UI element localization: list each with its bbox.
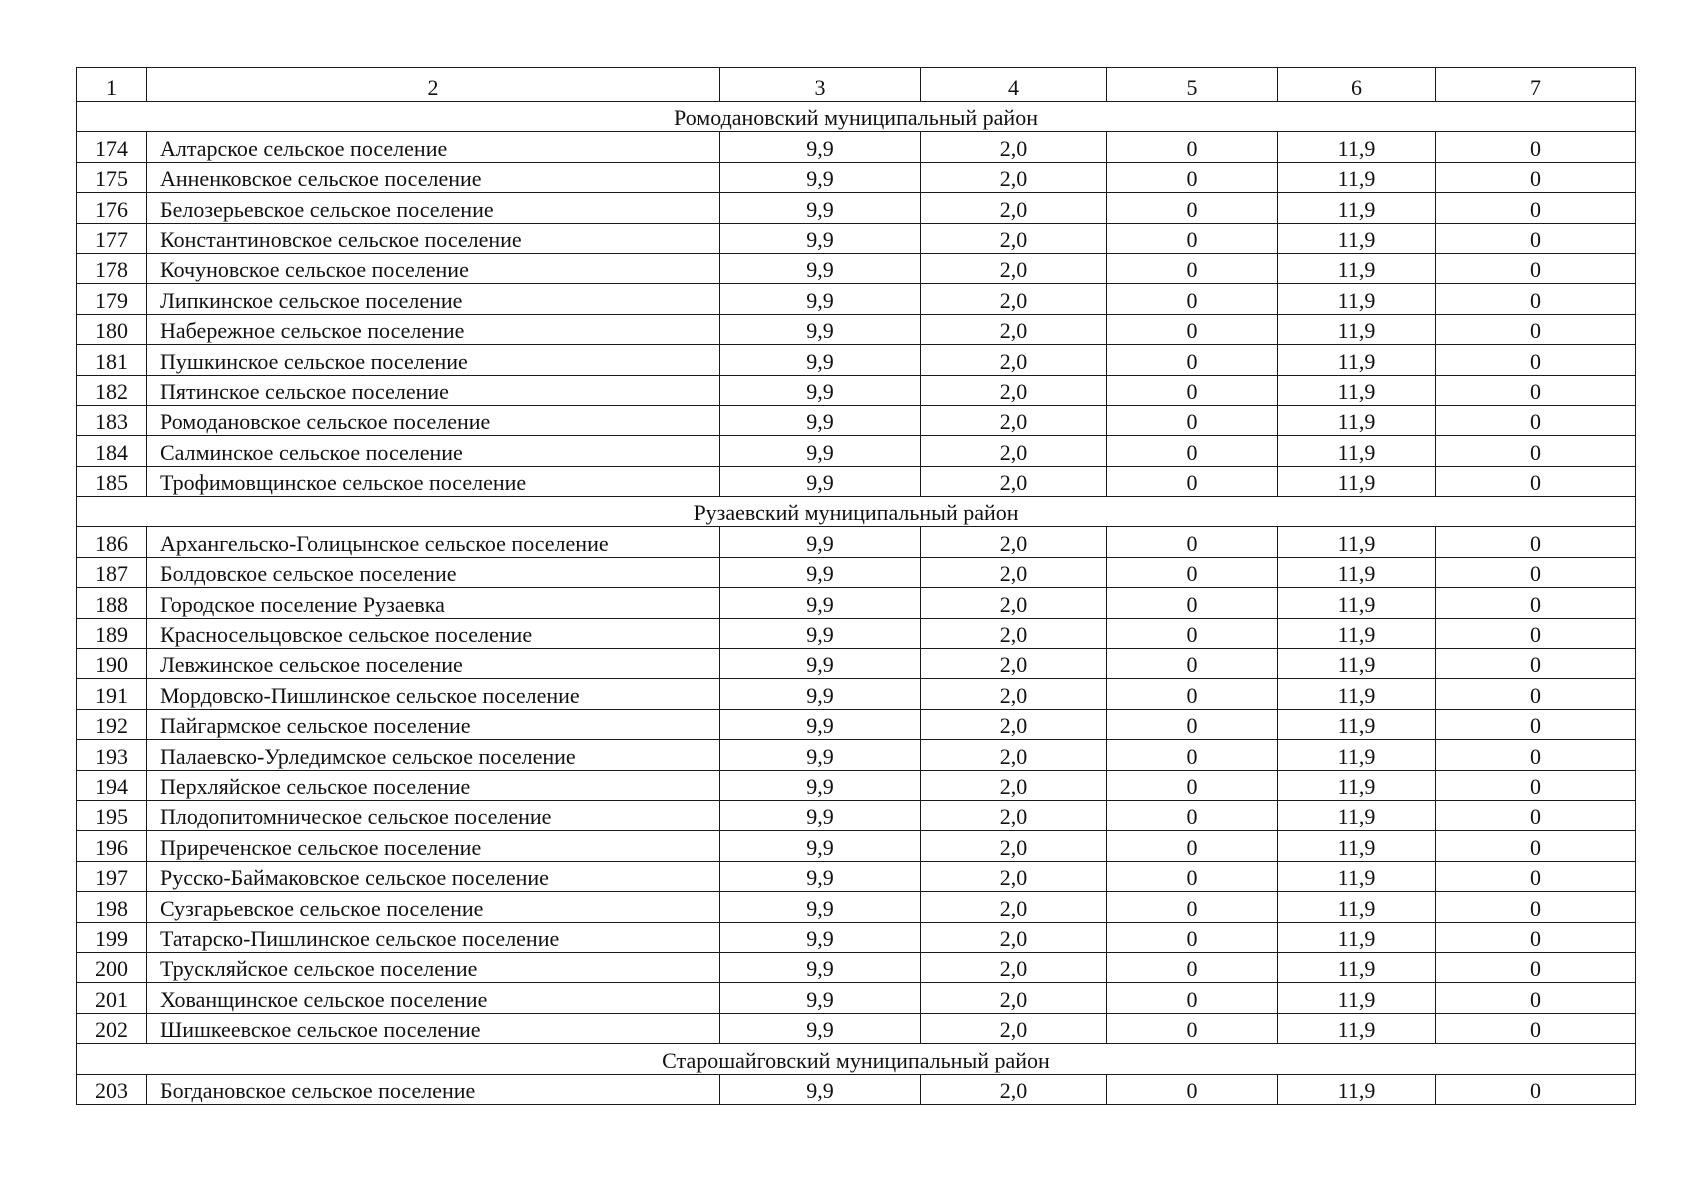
value-col-7: 0 xyxy=(1436,861,1636,891)
value-col-6: 11,9 xyxy=(1278,1013,1436,1043)
row-number: 186 xyxy=(77,527,147,557)
value-col-3: 9,9 xyxy=(720,375,921,405)
value-col-4: 2,0 xyxy=(921,709,1107,739)
value-col-6: 11,9 xyxy=(1278,375,1436,405)
value-col-4: 2,0 xyxy=(921,618,1107,648)
value-col-5: 0 xyxy=(1107,861,1278,891)
value-col-4: 2,0 xyxy=(921,436,1107,466)
value-col-3: 9,9 xyxy=(720,466,921,496)
settlement-name: Городское поселение Рузаевка xyxy=(147,588,720,618)
settlement-name: Сузгарьевское сельское поселение xyxy=(147,892,720,922)
row-number: 182 xyxy=(77,375,147,405)
settlement-name: Татарско-Пишлинское сельское поселение xyxy=(147,922,720,952)
value-col-5: 0 xyxy=(1107,527,1278,557)
value-col-5: 0 xyxy=(1107,649,1278,679)
value-col-3: 9,9 xyxy=(720,861,921,891)
value-col-6: 11,9 xyxy=(1278,436,1436,466)
value-col-7: 0 xyxy=(1436,193,1636,223)
value-col-6: 11,9 xyxy=(1278,193,1436,223)
value-col-6: 11,9 xyxy=(1278,770,1436,800)
district-title: Старошайговский муниципальный район xyxy=(77,1044,1636,1074)
row-number: 181 xyxy=(77,345,147,375)
district-title: Рузаевский муниципальный район xyxy=(77,497,1636,527)
value-col-6: 11,9 xyxy=(1278,162,1436,192)
settlement-name: Шишкеевское сельское поселение xyxy=(147,1013,720,1043)
value-col-4: 2,0 xyxy=(921,740,1107,770)
value-col-3: 9,9 xyxy=(720,588,921,618)
value-col-4: 2,0 xyxy=(921,800,1107,830)
value-col-7: 0 xyxy=(1436,922,1636,952)
value-col-5: 0 xyxy=(1107,314,1278,344)
value-col-5: 0 xyxy=(1107,800,1278,830)
value-col-4: 2,0 xyxy=(921,1074,1107,1104)
value-col-4: 2,0 xyxy=(921,466,1107,496)
row-number: 203 xyxy=(77,1074,147,1104)
value-col-7: 0 xyxy=(1436,314,1636,344)
value-col-4: 2,0 xyxy=(921,314,1107,344)
row-number: 199 xyxy=(77,922,147,952)
row-number: 189 xyxy=(77,618,147,648)
value-col-6: 11,9 xyxy=(1278,983,1436,1013)
value-col-7: 0 xyxy=(1436,436,1636,466)
value-col-6: 11,9 xyxy=(1278,1074,1436,1104)
value-col-6: 11,9 xyxy=(1278,679,1436,709)
settlement-name: Трофимовщинское сельское поселение xyxy=(147,466,720,496)
value-col-5: 0 xyxy=(1107,679,1278,709)
row-number: 175 xyxy=(77,162,147,192)
value-col-3: 9,9 xyxy=(720,132,921,162)
value-col-7: 0 xyxy=(1436,679,1636,709)
table-row xyxy=(77,314,1636,344)
row-number: 176 xyxy=(77,193,147,223)
value-col-5: 0 xyxy=(1107,1074,1278,1104)
table-row xyxy=(77,375,1636,405)
value-col-6: 11,9 xyxy=(1278,831,1436,861)
value-col-6: 11,9 xyxy=(1278,709,1436,739)
value-col-7: 0 xyxy=(1436,709,1636,739)
row-number: 183 xyxy=(77,405,147,435)
value-col-5: 0 xyxy=(1107,223,1278,253)
value-col-6: 11,9 xyxy=(1278,466,1436,496)
table-row xyxy=(77,466,1636,496)
value-col-7: 0 xyxy=(1436,162,1636,192)
table-body xyxy=(77,68,1636,1105)
value-col-4: 2,0 xyxy=(921,193,1107,223)
table-row xyxy=(77,557,1636,587)
value-col-7: 0 xyxy=(1436,952,1636,982)
value-col-5: 0 xyxy=(1107,466,1278,496)
value-col-3: 9,9 xyxy=(720,405,921,435)
value-col-6: 11,9 xyxy=(1278,345,1436,375)
value-col-7: 0 xyxy=(1436,740,1636,770)
value-col-6: 11,9 xyxy=(1278,314,1436,344)
column-header: 4 xyxy=(921,68,1107,102)
row-number: 201 xyxy=(77,983,147,1013)
settlement-name: Хованщинское сельское поселение xyxy=(147,983,720,1013)
value-col-7: 0 xyxy=(1436,284,1636,314)
table-row xyxy=(77,740,1636,770)
settlement-name: Трускляйское сельское поселение xyxy=(147,952,720,982)
settlement-name: Левжинское сельское поселение xyxy=(147,649,720,679)
value-col-4: 2,0 xyxy=(921,284,1107,314)
settlement-name: Салминское сельское поселение xyxy=(147,436,720,466)
row-number: 196 xyxy=(77,831,147,861)
value-col-5: 0 xyxy=(1107,952,1278,982)
value-col-3: 9,9 xyxy=(720,253,921,283)
table-row xyxy=(77,770,1636,800)
value-col-4: 2,0 xyxy=(921,649,1107,679)
value-col-3: 9,9 xyxy=(720,314,921,344)
row-number: 179 xyxy=(77,284,147,314)
value-col-3: 9,9 xyxy=(720,618,921,648)
table-row xyxy=(77,983,1636,1013)
value-col-5: 0 xyxy=(1107,831,1278,861)
value-col-6: 11,9 xyxy=(1278,618,1436,648)
value-col-5: 0 xyxy=(1107,618,1278,648)
value-col-4: 2,0 xyxy=(921,527,1107,557)
row-number: 202 xyxy=(77,1013,147,1043)
value-col-3: 9,9 xyxy=(720,983,921,1013)
value-col-5: 0 xyxy=(1107,588,1278,618)
value-col-6: 11,9 xyxy=(1278,740,1436,770)
settlement-name: Набережное сельское поселение xyxy=(147,314,720,344)
value-col-5: 0 xyxy=(1107,557,1278,587)
settlement-name: Приреченское сельское поселение xyxy=(147,831,720,861)
settlement-name: Пятинское сельское поселение xyxy=(147,375,720,405)
settlement-name: Архангельско-Голицынское сельское поселение xyxy=(147,527,720,557)
table-row xyxy=(77,132,1636,162)
value-col-7: 0 xyxy=(1436,588,1636,618)
district-section-row xyxy=(77,1044,1636,1074)
table-row xyxy=(77,223,1636,253)
row-number: 195 xyxy=(77,800,147,830)
value-col-4: 2,0 xyxy=(921,1013,1107,1043)
value-col-4: 2,0 xyxy=(921,831,1107,861)
value-col-4: 2,0 xyxy=(921,983,1107,1013)
value-col-4: 2,0 xyxy=(921,861,1107,891)
column-header: 3 xyxy=(720,68,921,102)
value-col-5: 0 xyxy=(1107,284,1278,314)
value-col-5: 0 xyxy=(1107,892,1278,922)
value-col-7: 0 xyxy=(1436,800,1636,830)
value-col-3: 9,9 xyxy=(720,193,921,223)
row-number: 184 xyxy=(77,436,147,466)
table-row xyxy=(77,1013,1636,1043)
value-col-5: 0 xyxy=(1107,983,1278,1013)
table-row xyxy=(77,618,1636,648)
district-section-row xyxy=(77,102,1636,132)
value-col-4: 2,0 xyxy=(921,375,1107,405)
value-col-4: 2,0 xyxy=(921,892,1107,922)
row-number: 194 xyxy=(77,770,147,800)
column-header: 2 xyxy=(147,68,720,102)
value-col-4: 2,0 xyxy=(921,557,1107,587)
settlement-name: Болдовское сельское поселение xyxy=(147,557,720,587)
value-col-3: 9,9 xyxy=(720,436,921,466)
settlement-name: Пайгармское сельское поселение xyxy=(147,709,720,739)
row-number: 192 xyxy=(77,709,147,739)
value-col-4: 2,0 xyxy=(921,588,1107,618)
value-col-4: 2,0 xyxy=(921,922,1107,952)
value-col-3: 9,9 xyxy=(720,831,921,861)
value-col-7: 0 xyxy=(1436,1013,1636,1043)
row-number: 178 xyxy=(77,253,147,283)
row-number: 198 xyxy=(77,892,147,922)
settlement-name: Константиновское сельское поселение xyxy=(147,223,720,253)
value-col-3: 9,9 xyxy=(720,527,921,557)
column-header: 6 xyxy=(1278,68,1436,102)
value-col-3: 9,9 xyxy=(720,162,921,192)
value-col-6: 11,9 xyxy=(1278,800,1436,830)
table-row xyxy=(77,284,1636,314)
column-header: 1 xyxy=(77,68,147,102)
value-col-5: 0 xyxy=(1107,162,1278,192)
table-row xyxy=(77,436,1636,466)
value-col-5: 0 xyxy=(1107,770,1278,800)
value-col-5: 0 xyxy=(1107,740,1278,770)
value-col-4: 2,0 xyxy=(921,132,1107,162)
value-col-4: 2,0 xyxy=(921,770,1107,800)
table-row xyxy=(77,162,1636,192)
table-row xyxy=(77,679,1636,709)
value-col-5: 0 xyxy=(1107,375,1278,405)
settlement-name: Кочуновское сельское поселение xyxy=(147,253,720,283)
value-col-7: 0 xyxy=(1436,1074,1636,1104)
value-col-5: 0 xyxy=(1107,709,1278,739)
value-col-4: 2,0 xyxy=(921,345,1107,375)
column-number-header-row xyxy=(77,68,1636,102)
value-col-3: 9,9 xyxy=(720,800,921,830)
value-col-3: 9,9 xyxy=(720,1013,921,1043)
column-header: 7 xyxy=(1436,68,1636,102)
value-col-7: 0 xyxy=(1436,831,1636,861)
table-row xyxy=(77,800,1636,830)
value-col-3: 9,9 xyxy=(720,770,921,800)
value-col-6: 11,9 xyxy=(1278,649,1436,679)
value-col-7: 0 xyxy=(1436,132,1636,162)
value-col-3: 9,9 xyxy=(720,892,921,922)
value-col-7: 0 xyxy=(1436,983,1636,1013)
table-row xyxy=(77,193,1636,223)
value-col-7: 0 xyxy=(1436,557,1636,587)
table-row xyxy=(77,861,1636,891)
table-row xyxy=(77,253,1636,283)
value-col-7: 0 xyxy=(1436,253,1636,283)
settlement-name: Белозерьевское сельское поселение xyxy=(147,193,720,223)
settlement-name: Плодопитомническое сельское поселение xyxy=(147,800,720,830)
value-col-5: 0 xyxy=(1107,1013,1278,1043)
row-number: 180 xyxy=(77,314,147,344)
settlement-name: Алтарское сельское поселение xyxy=(147,132,720,162)
value-col-4: 2,0 xyxy=(921,952,1107,982)
value-col-3: 9,9 xyxy=(720,223,921,253)
value-col-4: 2,0 xyxy=(921,223,1107,253)
district-title: Ромодановский муниципальный район xyxy=(77,102,1636,132)
table-row xyxy=(77,952,1636,982)
row-number: 200 xyxy=(77,952,147,982)
value-col-5: 0 xyxy=(1107,132,1278,162)
value-col-5: 0 xyxy=(1107,436,1278,466)
value-col-4: 2,0 xyxy=(921,162,1107,192)
value-col-7: 0 xyxy=(1436,892,1636,922)
value-col-3: 9,9 xyxy=(720,1074,921,1104)
row-number: 177 xyxy=(77,223,147,253)
value-col-6: 11,9 xyxy=(1278,892,1436,922)
row-number: 190 xyxy=(77,649,147,679)
value-col-7: 0 xyxy=(1436,223,1636,253)
table-row xyxy=(77,892,1636,922)
value-col-7: 0 xyxy=(1436,345,1636,375)
value-col-3: 9,9 xyxy=(720,709,921,739)
settlement-name: Липкинское сельское поселение xyxy=(147,284,720,314)
table-row xyxy=(77,922,1636,952)
district-section-row xyxy=(77,497,1636,527)
value-col-4: 2,0 xyxy=(921,253,1107,283)
table-row xyxy=(77,405,1636,435)
value-col-7: 0 xyxy=(1436,770,1636,800)
settlement-name: Пушкинское сельское поселение xyxy=(147,345,720,375)
value-col-6: 11,9 xyxy=(1278,922,1436,952)
settlement-name: Красносельцовское сельское поселение xyxy=(147,618,720,648)
settlement-name: Богдановское сельское поселение xyxy=(147,1074,720,1104)
data-table xyxy=(76,67,1636,1105)
value-col-7: 0 xyxy=(1436,375,1636,405)
value-col-6: 11,9 xyxy=(1278,557,1436,587)
row-number: 174 xyxy=(77,132,147,162)
value-col-3: 9,9 xyxy=(720,952,921,982)
value-col-6: 11,9 xyxy=(1278,284,1436,314)
table-row xyxy=(77,345,1636,375)
settlement-name: Мордовско-Пишлинское сельское поселение xyxy=(147,679,720,709)
row-number: 187 xyxy=(77,557,147,587)
settlement-name: Русско-Баймаковское сельское поселение xyxy=(147,861,720,891)
value-col-3: 9,9 xyxy=(720,284,921,314)
table-row xyxy=(77,709,1636,739)
value-col-5: 0 xyxy=(1107,193,1278,223)
value-col-5: 0 xyxy=(1107,922,1278,952)
value-col-7: 0 xyxy=(1436,466,1636,496)
column-header: 5 xyxy=(1107,68,1278,102)
value-col-6: 11,9 xyxy=(1278,952,1436,982)
value-col-6: 11,9 xyxy=(1278,405,1436,435)
value-col-3: 9,9 xyxy=(720,740,921,770)
settlement-name: Перхляйское сельское поселение xyxy=(147,770,720,800)
value-col-6: 11,9 xyxy=(1278,223,1436,253)
settlement-name: Ромодановское сельское поселение xyxy=(147,405,720,435)
value-col-7: 0 xyxy=(1436,405,1636,435)
table-row xyxy=(77,649,1636,679)
value-col-6: 11,9 xyxy=(1278,132,1436,162)
row-number: 185 xyxy=(77,466,147,496)
value-col-3: 9,9 xyxy=(720,649,921,679)
value-col-5: 0 xyxy=(1107,405,1278,435)
settlement-name: Палаевско-Урледимское сельское поселение xyxy=(147,740,720,770)
row-number: 188 xyxy=(77,588,147,618)
table-row xyxy=(77,527,1636,557)
value-col-3: 9,9 xyxy=(720,345,921,375)
value-col-6: 11,9 xyxy=(1278,861,1436,891)
value-col-7: 0 xyxy=(1436,649,1636,679)
table-row xyxy=(77,831,1636,861)
table-row xyxy=(77,588,1636,618)
value-col-7: 0 xyxy=(1436,527,1636,557)
value-col-3: 9,9 xyxy=(720,922,921,952)
row-number: 193 xyxy=(77,740,147,770)
value-col-4: 2,0 xyxy=(921,405,1107,435)
settlement-name: Анненковское сельское поселение xyxy=(147,162,720,192)
table-row xyxy=(77,1074,1636,1104)
value-col-6: 11,9 xyxy=(1278,527,1436,557)
value-col-3: 9,9 xyxy=(720,557,921,587)
value-col-6: 11,9 xyxy=(1278,588,1436,618)
value-col-6: 11,9 xyxy=(1278,253,1436,283)
row-number: 197 xyxy=(77,861,147,891)
row-number: 191 xyxy=(77,679,147,709)
value-col-7: 0 xyxy=(1436,618,1636,648)
value-col-4: 2,0 xyxy=(921,679,1107,709)
value-col-5: 0 xyxy=(1107,253,1278,283)
value-col-3: 9,9 xyxy=(720,679,921,709)
value-col-5: 0 xyxy=(1107,345,1278,375)
